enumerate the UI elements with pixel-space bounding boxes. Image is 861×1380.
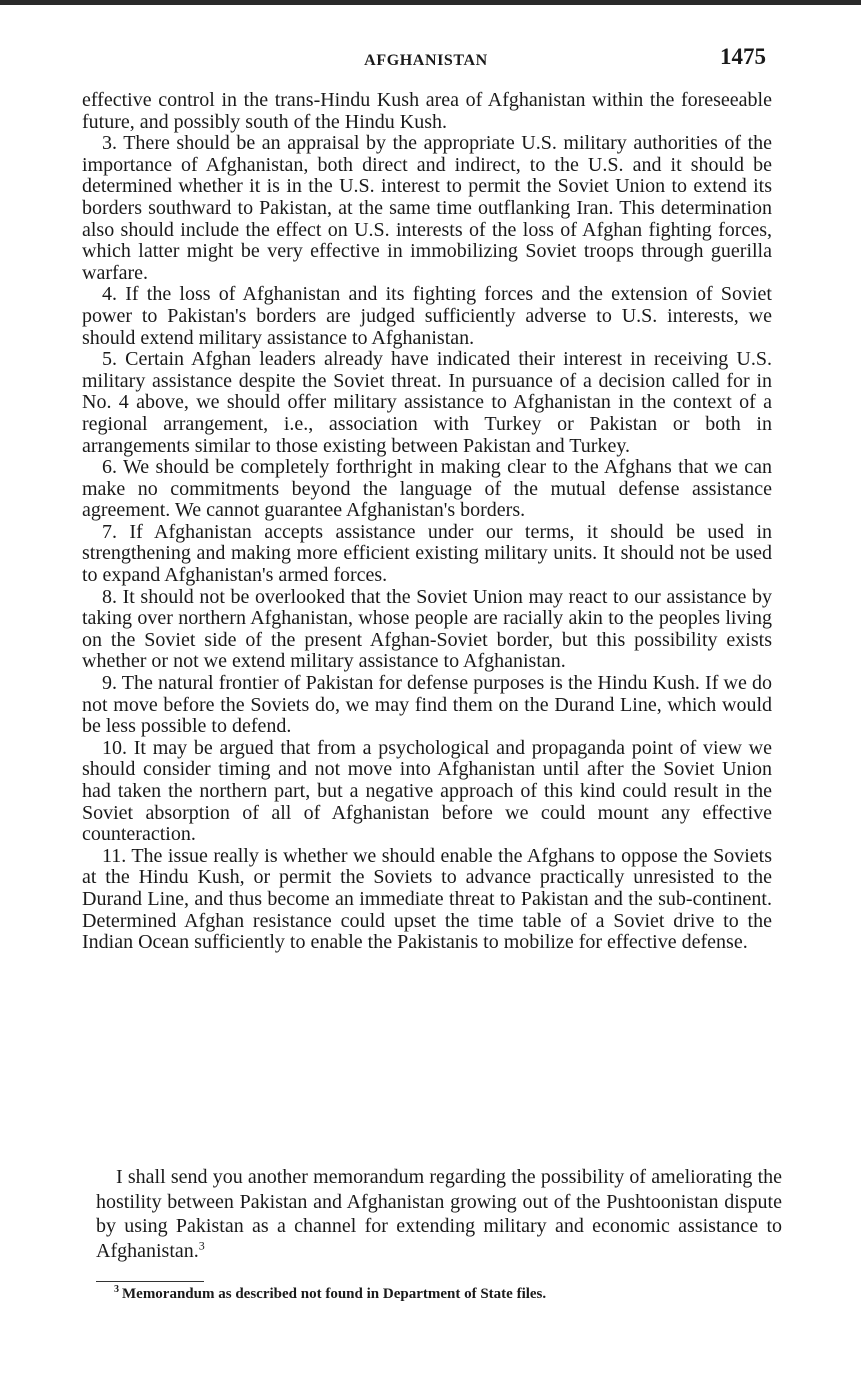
document-body [82,90,772,954]
paragraph-item-11: 11. The issue really is whether we should enable the Afghans to oppose the Soviets at the Hindu Kush, or permit the Soviets to advance practically unresisted to the Durand Line, and thus become an immediate threat to Pakistan and the sub-continent. Determined Afghan resistance could upset the time table of a Soviet drive to the Indian Ocean sufficiently to enable the Pakistanis to mobilize for effective defense. [82,844,772,954]
paragraph-continuation: effective control in the trans-Hindu Kush area of Afghanistan within the foreseeable future, and possibly south of the Hindu Kush. [82,89,772,133]
paragraph-item-9: 9. The natural frontier of Pakistan for defense purposes is the Hindu Kush. If we do not move before the Soviets do, we may find them on the Durand Line, which would be less possible to defend. [82,672,772,738]
paragraph-item-10: 10. It may be argued that from a psychological and propaganda point of view we should consider timing and not move into Afghanistan until after the Soviet Union had taken the northern part, but a negative approach of this kind could result in the Soviet absorption of all of Afghanistan before we could mount any effective counteraction. [82,736,772,846]
footnote-text: Memorandum as described not found in Department of State files. [122,1286,547,1302]
closing-paragraph [96,1165,782,1263]
page-number: 1475 [720,44,766,69]
paragraph-item-5: 5. Certain Afghan leaders already have indicated their interest in receiving U.S. military assistance despite the Soviet threat. In pursuance of a decision called for in No. 4 above, we should offer military assistance to Afghanistan in the context of a regional arrangement, i.e., association with Turkey or Pakistan or both in arrangements similar to those existing between Pakistan and Turkey. [82,348,772,457]
footnote-divider [96,1281,204,1282]
footnote-reference[interactable]: 3 [198,1237,205,1252]
paragraph-item-7: 7. If Afghanistan accepts assistance under our terms, it should be used in strengthening and making more efficient existing military units. It should not be used to expand Afghanistan's armed forces. [82,520,772,587]
page-top-border [0,0,861,5]
footnote-mark: 3 [114,1284,119,1295]
paragraph-item-6: 6. We should be completely forthright in making clear to the Afghans that we can make no commitments beyond the language of the mutual defense assistance agreement. We cannot guarantee Afghanistan's borders. [82,456,772,522]
running-title: AFGHANISTAN [364,52,488,69]
closing-section [96,1165,782,1263]
paragraph-item-3: 3. There should be an appraisal by the appropriate U.S. military authorities of the importance of Afghanistan, both direct and indirect, to the U.S. and it should be determined whether it is in the U.S. interest to permit the Soviet Union to extend its borders southward to Pakistan, at the same time outflanking Iran. This determination also should include the effect on U.S. interests of the loss of Afghan fighting forces, which latter might be very effective in immobilizing Soviet troops through guerilla warfare. [82,132,772,284]
paragraph-item-8: 8. It should not be overlooked that the Soviet Union may react to our assistance by taking over northern Afghanistan, whose people are racially akin to the peoples living on the Soviet side of the present Afghan-Soviet border, but this possibility exists whether or not we extend military assistance to Afghanistan. [82,585,772,673]
paragraph-item-4: 4. If the loss of Afghanistan and its fighting forces and the extension of Soviet power to Pakistan's borders are judged sufficiently adverse to U.S. interests, we should extend military assistance to Afghanistan. [82,283,772,349]
footnote [114,1284,754,1304]
running-header [80,44,772,78]
closing-text: I shall send you another memorandum regarding the possibility of ameliorating the hostility between Pakistan and Afghanistan growing out of the Pushtoonistan dispute by using Pakistan as a channel for extending military and economic assistance to Afghanistan. [96,1166,782,1262]
